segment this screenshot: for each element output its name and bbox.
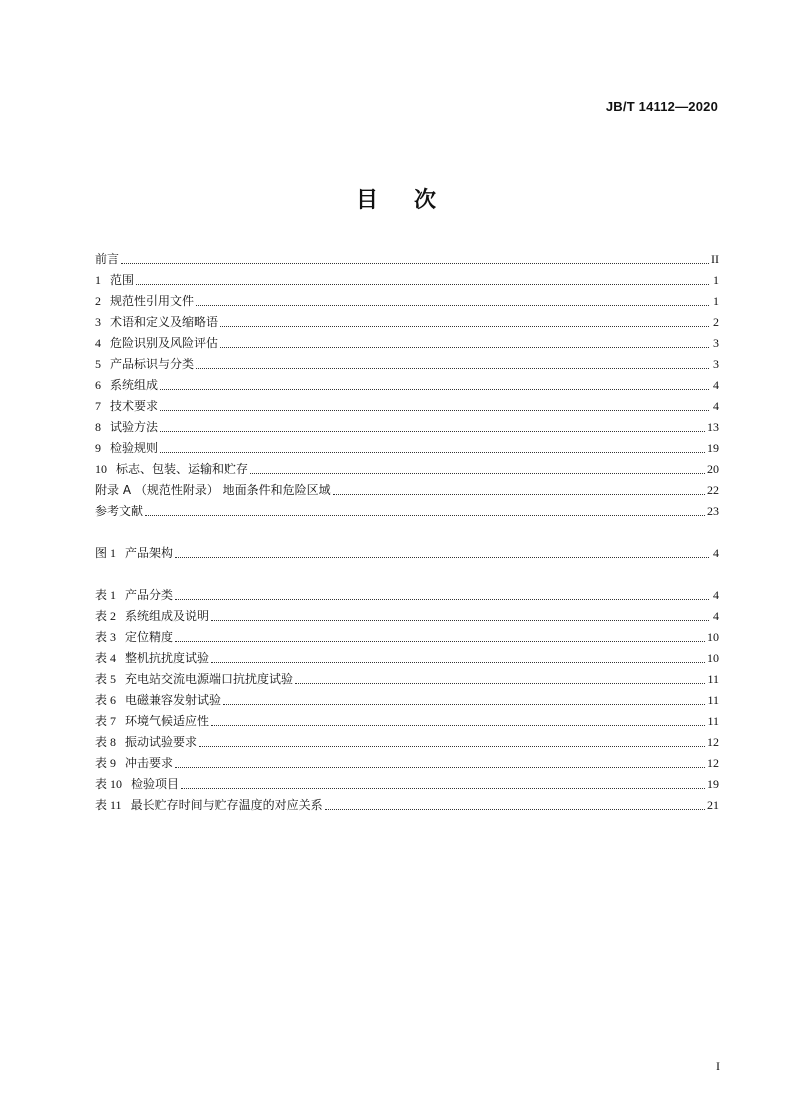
toc-entry-number: 6 <box>95 378 101 392</box>
table-entry[interactable] <box>95 606 719 627</box>
page-number: I <box>716 1059 720 1073</box>
toc-entry-page: 4 <box>713 399 719 413</box>
table-entry-page: 21 <box>707 798 719 812</box>
table-entry[interactable] <box>95 795 719 816</box>
toc-entry-page: II <box>711 252 719 266</box>
toc-entry-title: 术语和定义及缩略语 <box>110 315 219 329</box>
table-entry-label <box>95 585 173 606</box>
dot-leader <box>175 767 705 768</box>
toc-entry-label <box>95 291 194 312</box>
dot-leader <box>196 305 709 306</box>
table-entry-title: 系统组成及说明 <box>125 609 210 623</box>
toc-entry-page: 4 <box>713 378 719 392</box>
dot-leader <box>295 683 705 684</box>
toc-entry[interactable] <box>95 459 719 480</box>
dot-leader <box>160 431 705 432</box>
standard-number: JB/T 14112—2020 <box>605 99 718 114</box>
toc-entry-page: 23 <box>707 504 719 518</box>
toc-entry[interactable] <box>95 333 719 354</box>
toc-entry[interactable] <box>95 501 719 522</box>
toc-entry-title: 标志、包装、运输和贮存 <box>116 462 249 476</box>
toc-entry-label <box>95 417 158 438</box>
table-entry[interactable] <box>95 753 719 774</box>
table-entry-title: 定位精度 <box>125 630 174 644</box>
toc-entry-label <box>95 249 119 270</box>
figure-entry-page: 4 <box>713 546 719 560</box>
dot-leader <box>121 263 709 264</box>
dot-leader <box>199 746 705 747</box>
figure-entry-label <box>95 543 173 564</box>
toc-entry-page: 20 <box>707 462 719 476</box>
table-entry-title: 环境气候适应性 <box>125 714 210 728</box>
table-entry-number: 表 11 <box>95 798 122 812</box>
dot-leader <box>220 347 709 348</box>
toc-entry-label <box>95 396 158 417</box>
toc-entry[interactable] <box>95 312 719 333</box>
toc-entry-label <box>95 354 194 375</box>
dot-leader <box>136 284 709 285</box>
toc-entry-page: 1 <box>713 294 719 308</box>
figure-entry-title: 产品架构 <box>125 546 174 560</box>
table-entry-title: 检验项目 <box>131 777 180 791</box>
table-entry-title: 最长贮存时间与贮存温度的对应关系 <box>130 798 323 812</box>
toc-entry-number: 9 <box>95 441 101 455</box>
table-entry-number: 表 1 <box>95 588 117 602</box>
table-entry-label <box>95 690 221 711</box>
dot-leader <box>181 788 705 789</box>
table-entry-page: 11 <box>707 714 719 728</box>
dot-leader <box>175 641 705 642</box>
table-entry-title: 整机抗扰度试验 <box>125 651 210 665</box>
toc-entry-label <box>95 375 158 396</box>
dot-leader <box>175 599 709 600</box>
page-title <box>0 183 792 214</box>
toc-entry-page: 2 <box>713 315 719 329</box>
toc-entry-number: 5 <box>95 357 101 371</box>
dot-leader <box>220 326 709 327</box>
table-entry-title: 产品分类 <box>125 588 174 602</box>
table-entry-number: 表 9 <box>95 756 117 770</box>
table-entry-page: 11 <box>707 672 719 686</box>
toc-entry-title: 试验方法 <box>110 420 159 434</box>
toc-entry-number: 4 <box>95 336 101 350</box>
table-entry-label <box>95 711 209 732</box>
table-entry-page: 19 <box>707 777 719 791</box>
table-entry-label <box>95 732 197 753</box>
toc-figures-list <box>95 543 719 564</box>
toc-entry[interactable] <box>95 354 719 375</box>
figure-entry[interactable] <box>95 543 719 564</box>
dot-leader <box>160 452 705 453</box>
dot-leader <box>175 557 709 558</box>
table-entry-page: 12 <box>707 756 719 770</box>
table-entry-number: 表 7 <box>95 714 117 728</box>
table-entry-number: 表 6 <box>95 693 117 707</box>
toc-entry-label <box>95 438 158 459</box>
toc-entry-title: 附录 A （规范性附录） 地面条件和危险区域 <box>95 483 331 497</box>
toc-entry-title: 产品标识与分类 <box>110 357 195 371</box>
table-entry-page: 11 <box>707 693 719 707</box>
dot-leader <box>223 704 705 705</box>
table-entry-title: 电磁兼容发射试验 <box>125 693 222 707</box>
dot-leader <box>211 620 709 621</box>
toc-entry-title: 危险识别及风险评估 <box>110 336 219 350</box>
toc-entry[interactable] <box>95 270 719 291</box>
table-entry-number: 表 3 <box>95 630 117 644</box>
table-entry-number: 表 10 <box>95 777 123 791</box>
toc-entry-page: 1 <box>713 273 719 287</box>
toc-entry-title: 范围 <box>110 273 135 287</box>
toc-entry-page: 22 <box>707 483 719 497</box>
toc-entry-title: 系统组成 <box>110 378 159 392</box>
toc-entry-title: 技术要求 <box>110 399 159 413</box>
toc-entry-number: 3 <box>95 315 101 329</box>
dot-leader <box>333 494 705 495</box>
table-entry-number: 表 5 <box>95 672 117 686</box>
table-entry[interactable] <box>95 732 719 753</box>
toc-entry-number: 10 <box>95 462 107 476</box>
dot-leader <box>325 809 705 810</box>
toc-entry-title: 检验规则 <box>110 441 159 455</box>
toc-entry-label <box>95 312 218 333</box>
toc-entry[interactable] <box>95 417 719 438</box>
toc-tables-list <box>95 585 719 816</box>
toc-entry-label <box>95 333 218 354</box>
toc-main-list <box>95 249 719 522</box>
toc-entry-title: 前言 <box>95 252 120 266</box>
toc-entry-number: 7 <box>95 399 101 413</box>
table-entry[interactable] <box>95 711 719 732</box>
table-entry-label <box>95 753 173 774</box>
toc-entry-title: 参考文献 <box>95 504 144 518</box>
table-entry[interactable] <box>95 774 719 795</box>
toc-entry[interactable] <box>95 291 719 312</box>
toc-entry-label <box>95 270 134 291</box>
page-title-char-1: 目 <box>355 188 378 213</box>
table-entry-label <box>95 669 293 690</box>
toc-entry[interactable] <box>95 438 719 459</box>
table-entry-title: 充电站交流电源端口抗扰度试验 <box>125 672 294 686</box>
table-entry-title: 冲击要求 <box>125 756 174 770</box>
dot-leader <box>145 515 705 516</box>
table-entry-number: 表 4 <box>95 651 117 665</box>
dot-leader <box>250 473 705 474</box>
toc-entry-label <box>95 459 248 480</box>
toc-entry[interactable] <box>95 375 719 396</box>
toc-entry-title: 规范性引用文件 <box>110 294 195 308</box>
toc-entry-page: 13 <box>707 420 719 434</box>
toc-entry-label <box>95 501 143 522</box>
table-entry-title: 振动试验要求 <box>125 735 198 749</box>
table-entry[interactable] <box>95 669 719 690</box>
toc-entry-page: 19 <box>707 441 719 455</box>
table-entry-page: 4 <box>713 609 719 623</box>
table-entry-page: 10 <box>707 651 719 665</box>
toc-entry-number: 1 <box>95 273 101 287</box>
page-title-char-2: 次 <box>414 188 437 213</box>
table-entry-number: 表 2 <box>95 609 117 623</box>
toc-entry-number: 8 <box>95 420 101 434</box>
table-entry-label <box>95 648 209 669</box>
table-entry[interactable] <box>95 627 719 648</box>
dot-leader <box>160 410 709 411</box>
toc-entry-page: 3 <box>713 357 719 371</box>
table-entry-page: 10 <box>707 630 719 644</box>
table-entry[interactable] <box>95 690 719 711</box>
toc-entry-number: 2 <box>95 294 101 308</box>
toc-entry[interactable] <box>95 249 719 270</box>
dot-leader <box>211 662 705 663</box>
table-entry-page: 12 <box>707 735 719 749</box>
toc-entry[interactable] <box>95 396 719 417</box>
table-entry-number: 表 8 <box>95 735 117 749</box>
figure-entry-number: 图 1 <box>95 546 117 560</box>
toc-entry[interactable] <box>95 480 719 501</box>
toc-entry-page: 3 <box>713 336 719 350</box>
table-entry[interactable] <box>95 585 719 606</box>
table-entry[interactable] <box>95 648 719 669</box>
dot-leader <box>160 389 709 390</box>
table-entry-label <box>95 795 323 816</box>
table-entry-label <box>95 606 209 627</box>
table-entry-page: 4 <box>713 588 719 602</box>
dot-leader <box>196 368 709 369</box>
table-entry-label <box>95 774 179 795</box>
table-entry-label <box>95 627 173 648</box>
toc-entry-label <box>95 480 331 501</box>
dot-leader <box>211 725 705 726</box>
